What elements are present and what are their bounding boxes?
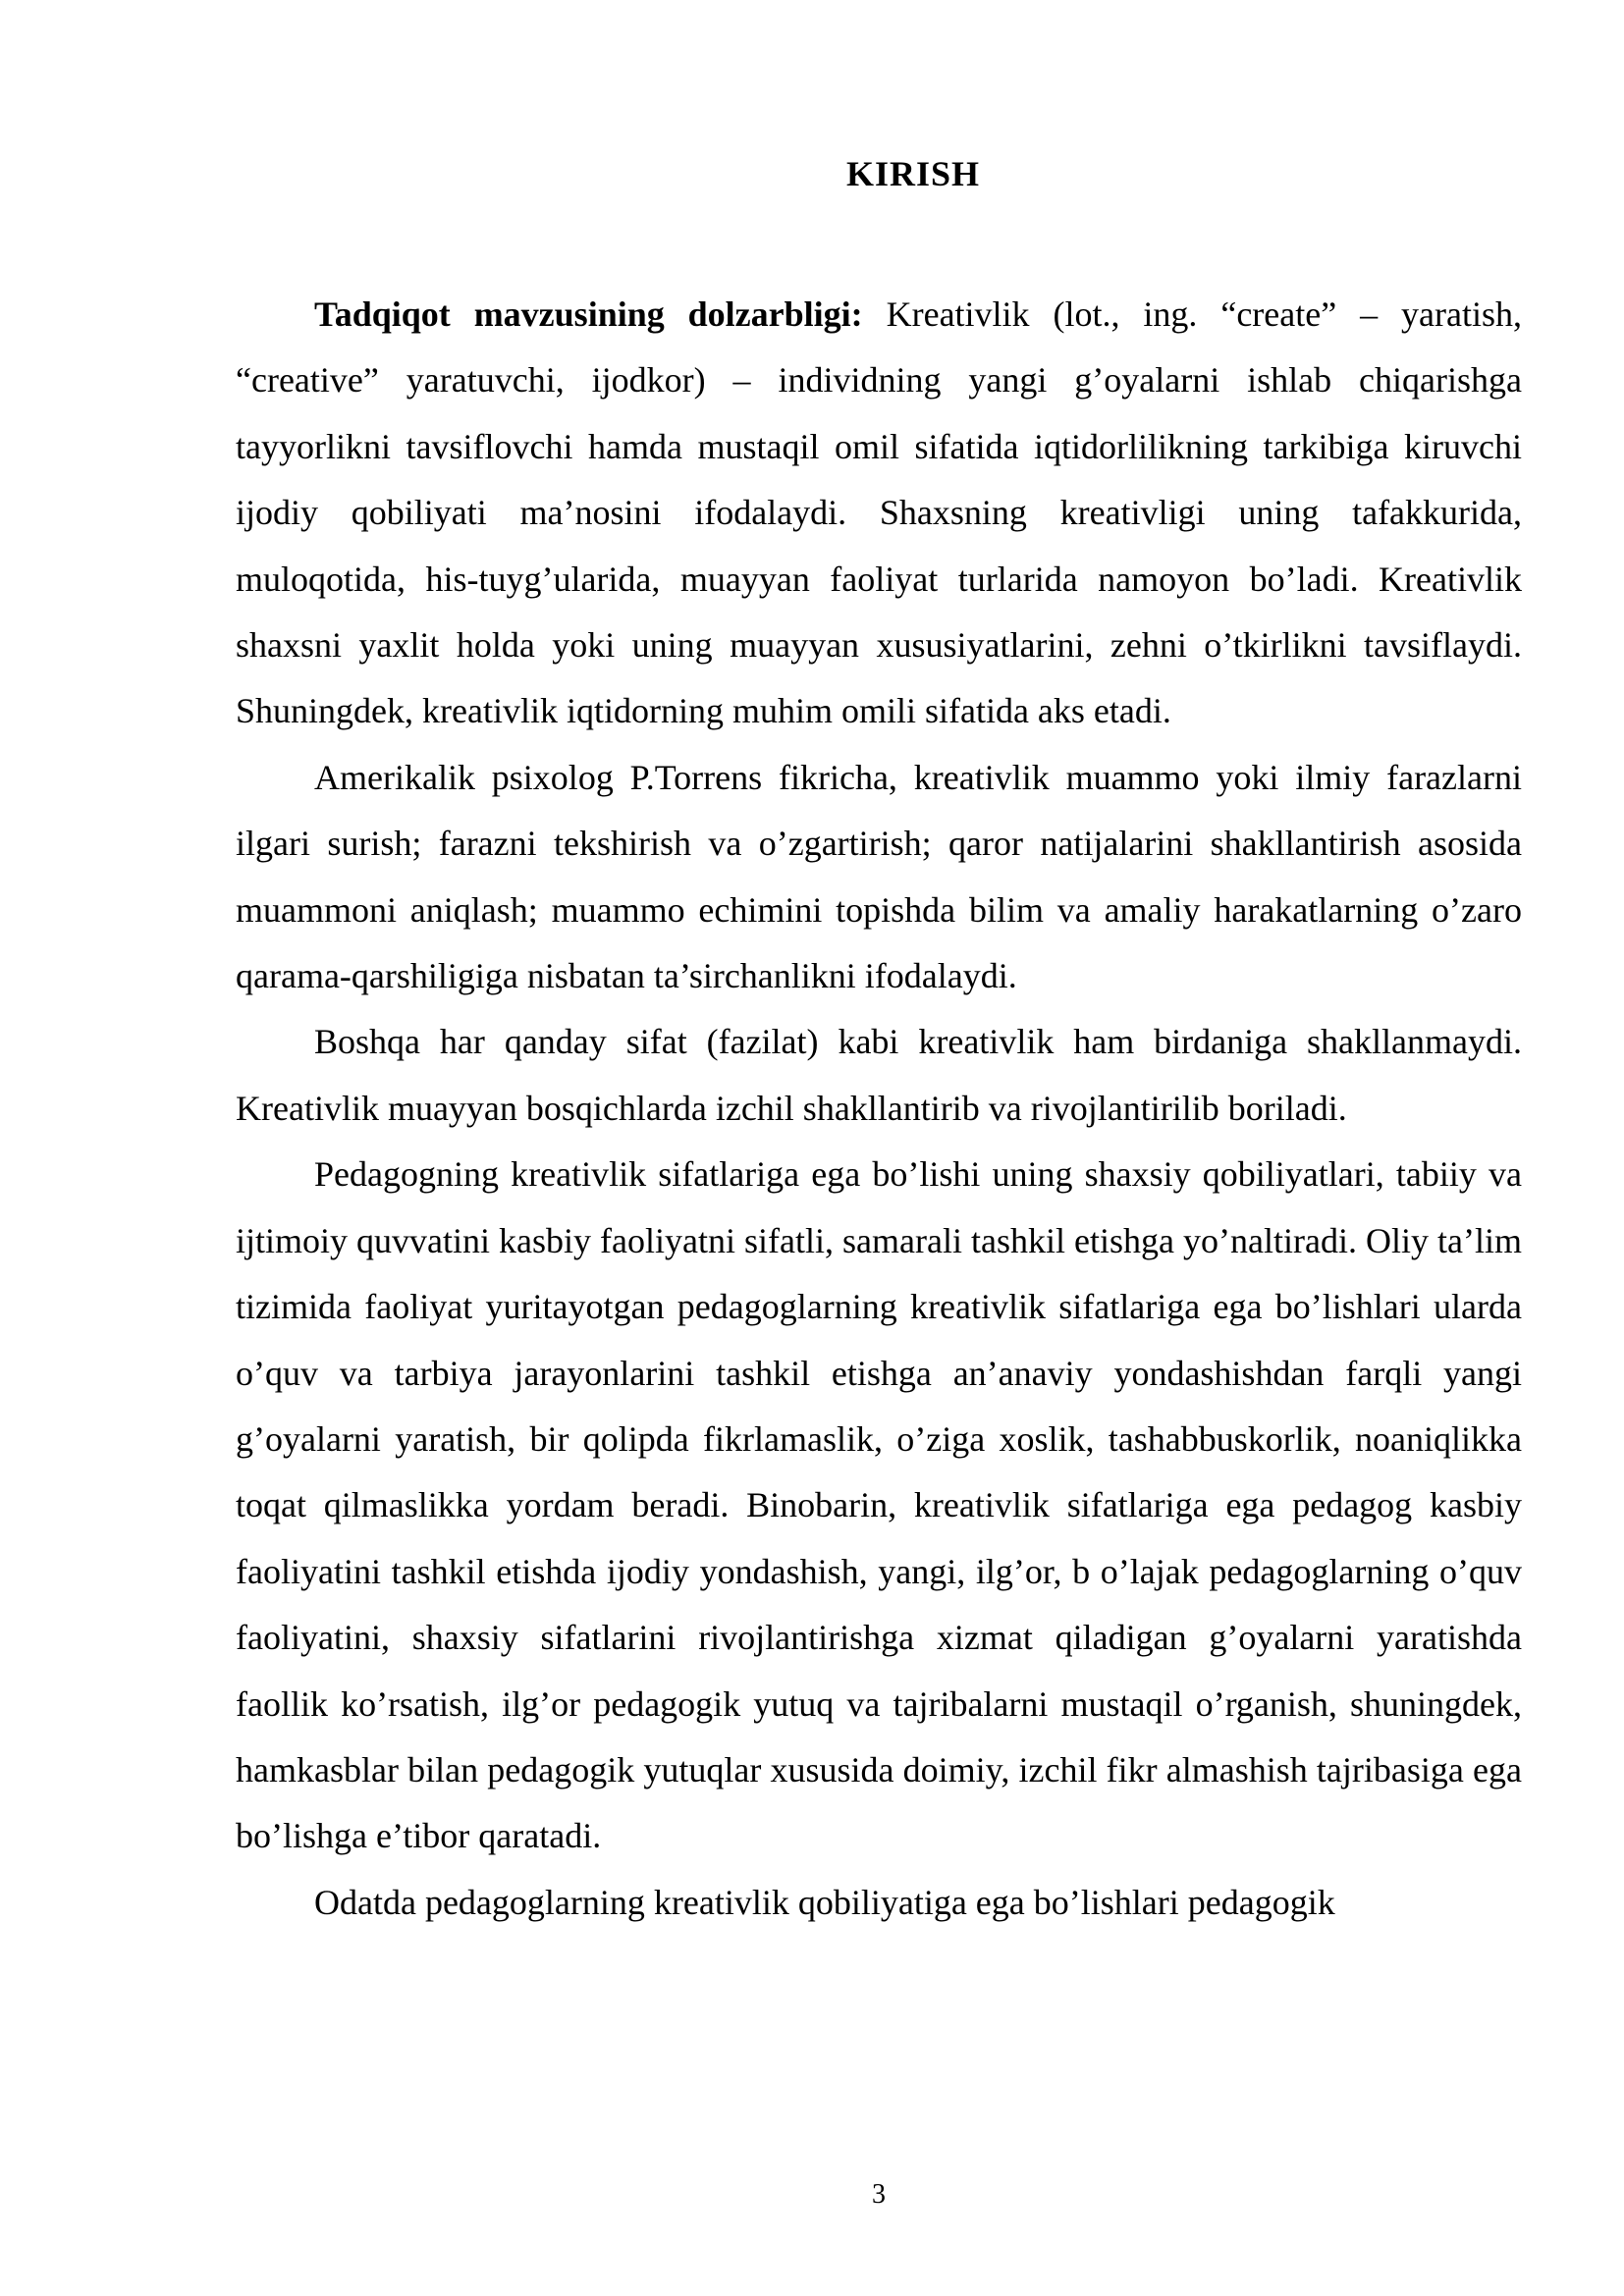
paragraph-ability: Odatda pedagoglarning kreativlik qobiliyatiga ega bo’lishlari pedagogik <box>314 1882 1335 1922</box>
paragraph-relevance <box>236 282 1522 745</box>
document-body <box>236 282 1522 1936</box>
paragraph-lead: Tadqiqot mavzusining dolzarbligi: <box>314 294 863 334</box>
paragraph-text: Kreativlik (lot., ing. “create” – yaratish, “creative” yaratuvchi, ijodkor) – individning yangi g’oyalarni ishlab chiqarishga tayyorlikni tavsiflovchi hamda mustaqil omil sifatida iqtidorlilikning tarkibiga kiruvchi ijodiy qobiliyati ma’nosini ifodalaydi. Shaxsning kreativligi uning tafakkurida, muloqotida, his-tuyg’ularida, muayyan faoliyat turlarida namoyon bo’ladi. Kreativlik shaxsni yaxlit holda yoki uning muayyan xususiyatlarini, zehni o’tkirlikni tavsiflaydi. Shuningdek, kreativlik iqtidorning muhim omili sifatida aks etadi. <box>236 294 1523 731</box>
paragraph-formation: Boshqa har qanday sifat (fazilat) kabi kreativlik ham birdaniga shakllanmaydi. Kreativlik muayyan bosqichlarda izchil shakllantirib va rivojlantirilib boriladi. <box>236 1022 1522 1128</box>
paragraph-torrens: Amerikalik psixolog P.Torrens fikricha, kreativlik muammo yoki ilmiy farazlarni ilgari surish; farazni tekshirish va o’zgartirish; qaror natijalarini shakllantirish asosida muammoni aniqlash; muammo echimini topishda bilim va amaliy harakatlarning o’zaro qarama-qarshiligiga nisbatan ta’sirchanlikni ifodalaydi. <box>236 757 1522 996</box>
page-number: 3 <box>872 2179 886 2210</box>
page-title: KIRISH <box>845 154 981 193</box>
paragraph-pedagogue: Pedagogning kreativlik sifatlariga ega bo’lishi uning shaxsiy qobiliyatlari, tabiiy va ijtimoiy quvvatini kasbiy faoliyatni sifatli, samarali tashkil etishga yo’naltiradi. Oliy ta’lim tizimida faoliyat yuritayotgan pedagoglarning kreativlik sifatlariga ega bo’lishlari ularda o’quv va tarbiya jarayonlarini tashkil etishga an’anaviy yondashishdan farqli yangi g’oyalarni yaratish, bir qolipda fikrlamaslik, o’ziga xoslik, tashabbuskorlik, noaniqlikka toqat qilmaslikka yordam beradi. Binobarin, kreativlik sifatlariga ega pedagog kasbiy faoliyatini tashkil etishda ijodiy yondashish, yangi, ilg’or, b o’lajak pedagoglarning o’quv faoliyatini, shaxsiy sifatlarini rivojlantirishga xizmat qiladigan g’oyalarni yaratishda faollik ko’rsatish, ilg’or pedagogik yutuq va tajribalarni mustaqil o’rganish, shuningdek, hamkasblar bilan pedagogik yutuqlar xususida doimiy, izchil fikr almashish tajribasiga ega bo’lishga e’tibor qaratadi. <box>236 1154 1522 1856</box>
